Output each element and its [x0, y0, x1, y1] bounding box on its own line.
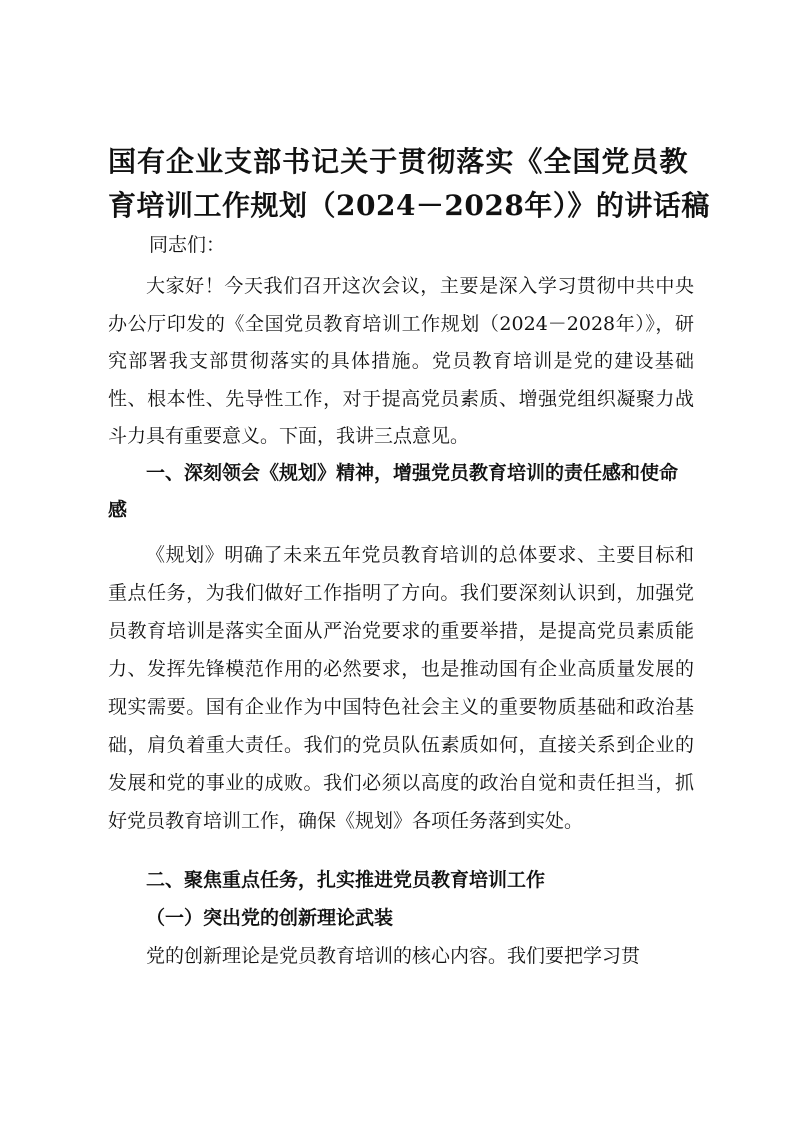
section-heading-2: 二、聚焦重点任务，扎实推进党员教育培训工作 — [146, 869, 546, 891]
paragraph-opening: 大家好！今天我们召开这次会议，主要是深入学习贯彻中共中央办公厅印发的《全国党员教育培训工作规划（2024－2028年）》，研究部署我支部贯彻落实的具体措施。党员教育培训是党的建设基础性、根本性、先导性工作，对于提高党员素质、增强党组织凝聚力战斗力具有重要意义。下面，我讲三点意见。 — [108, 275, 694, 447]
document-title — [108, 140, 710, 228]
section-heading-1: 一、深刻领会《规划》精神，增强党员教育培训的责任感和使命感 — [108, 462, 679, 521]
paragraph-subsection-1: 党的创新理论是党员教育培训的核心内容。我们要把学习贯 — [146, 945, 641, 967]
title-line-1: 国有企业支部书记关于贯彻落实《全国党员教 — [108, 145, 688, 178]
greeting: 同志们： — [149, 234, 226, 256]
title-line-2: 育培训工作规划（2024－2028年）》的讲话稿 — [108, 189, 710, 222]
paragraph-section-1: 《规划》明确了未来五年党员教育培训的总体要求、主要目标和重点任务，为我们做好工作指明了方向。我们要深刻认识到，加强党员教育培训是落实全面从严治党要求的重要举措，是提高党员素质能力、发挥先锋模范作用的必然要求，也是推动国有企业高质量发展的现实需要。国有企业作为中国特色社会主义的重要物质基础和政治基础，肩负着重大责任。我们的党员队伍素质如何，直接关系到企业的发展和党的事业的成败。我们必须以高度的政治自觉和责任担当，抓好党员教育培训工作，确保《规划》各项任务落到实处。 — [108, 544, 694, 832]
subsection-heading-1: （一）突出党的创新理论武装 — [146, 907, 394, 929]
